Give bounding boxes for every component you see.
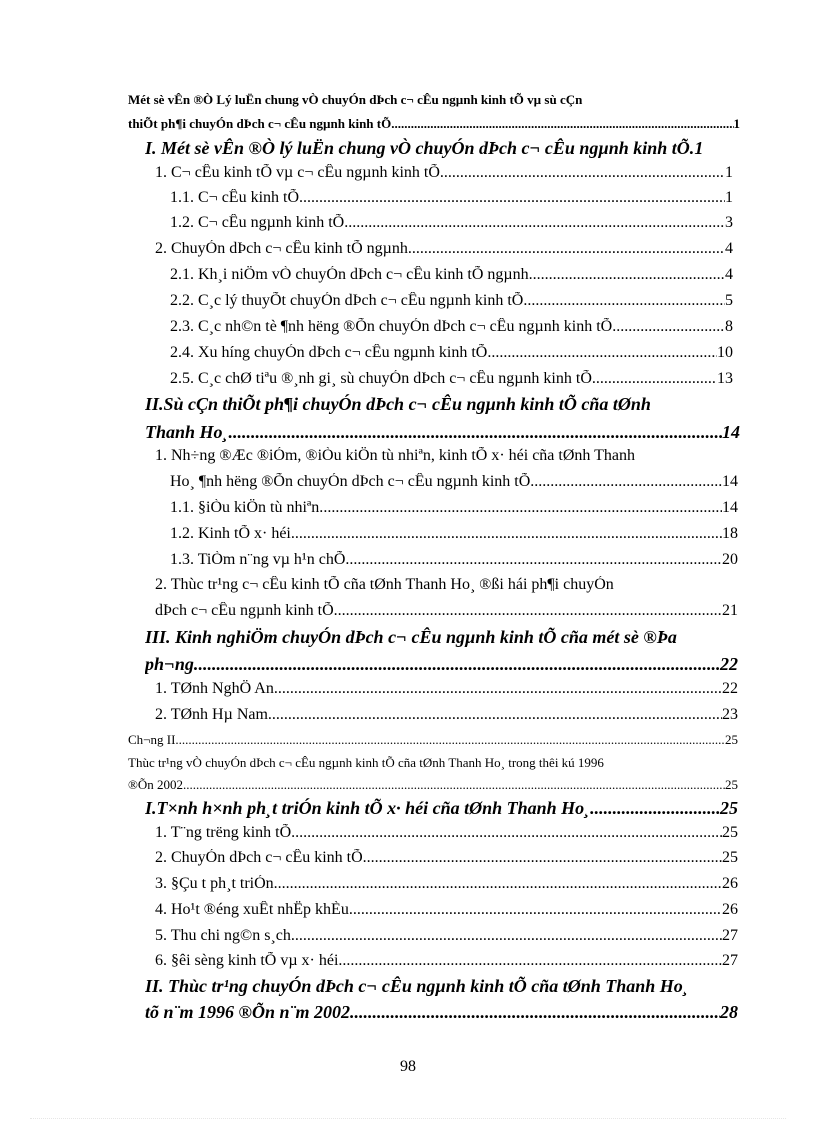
toc-entry-text: 2. ChuyÓn dÞch c¬ cÊu kinh tÕ.	[155, 849, 367, 866]
toc-entry[interactable]	[155, 952, 738, 970]
dot-leader	[527, 292, 725, 310]
dot-leader	[534, 473, 722, 491]
toc-entry-section[interactable]	[145, 654, 738, 675]
toc-entry-text: 1.3. TiÒm n¨ng vµ h¹n chÕ	[170, 551, 346, 568]
toc-entry[interactable]	[155, 164, 733, 182]
toc-entry-text: 1.1. §iÒu kiÖn tù nhiªn.	[170, 499, 324, 516]
toc-entry[interactable]	[170, 292, 733, 310]
toc-entry-text: dÞch c¬ cÊu ngµnh kinh tÕ.	[155, 602, 338, 619]
toc-entry[interactable]	[155, 927, 738, 945]
toc-entry-page: 4	[725, 266, 733, 283]
dot-leader	[179, 732, 725, 748]
toc-entry[interactable]	[155, 849, 738, 867]
toc-entry-text: 2.4. Xu híng chuyÓn dÞch c¬ cÊu ngµnh kinh tÕ	[170, 344, 488, 361]
toc-entry[interactable]	[155, 875, 738, 893]
dot-leader	[278, 680, 722, 698]
dot-leader	[367, 849, 722, 867]
toc-entry-text: tõ n¨m 1996 ®Õn n¨m 2002.	[145, 1002, 355, 1022]
toc-entry[interactable]	[170, 473, 738, 491]
toc-entry-section[interactable]	[145, 422, 740, 443]
toc-entry-page: 1	[725, 189, 733, 206]
toc-entry[interactable]	[155, 901, 738, 919]
dot-leader	[303, 189, 725, 207]
toc-entry-page: 18	[722, 525, 738, 542]
toc-entry-page: 3	[725, 214, 733, 231]
toc-entry-text: 1. Nh÷ng ®Æc ®iÓm, ®iÒu kiÖn tù nhiªn, kinh tÕ x· héi cña tØnh Thanh	[155, 447, 635, 464]
toc-entry-chapter-title[interactable]	[128, 755, 738, 771]
dot-leader	[291, 927, 722, 945]
toc-entry-text: 2. Thùc tr¹ng c¬ cÊu kinh tÕ cña tØnh Thanh Ho¸ ®ßi hái ph¶i chuyÓn	[155, 576, 614, 593]
dot-leader	[268, 706, 722, 724]
dot-leader	[391, 116, 733, 132]
toc-entry-page: 14	[722, 422, 740, 442]
toc-entry-text: I. Mét sè vÊn ®Ò lý luËn chung vÒ chuyÓn dÞch c¬ cÊu ngµnh kinh tÕ.	[145, 138, 695, 158]
toc-entry-page: 13	[717, 370, 733, 387]
toc-entry-page: 25	[725, 777, 738, 792]
dot-leader	[338, 602, 722, 620]
toc-entry-page: 25	[720, 798, 738, 818]
dot-leader	[183, 777, 725, 793]
dot-leader	[295, 824, 722, 842]
toc-entry[interactable]	[170, 525, 738, 543]
dot-leader	[354, 1002, 720, 1023]
toc-entry-text: thiÕt ph¶i chuyÓn dÞch c¬ cÊu ngµnh kinh tÕ	[128, 116, 392, 131]
toc-entry-text: ®Õn 2002	[128, 777, 184, 792]
toc-entry-text: 2.2. C¸c lý thuyÕt chuyÓn dÞch c¬ cÊu ngµnh kinh tÕ.	[170, 292, 528, 309]
page-divider	[30, 1118, 786, 1119]
toc-entry[interactable]	[170, 318, 733, 336]
page-number: 98	[400, 1058, 416, 1075]
toc-entry[interactable]	[128, 116, 740, 132]
dot-leader	[444, 164, 725, 182]
toc-entry[interactable]	[155, 706, 738, 724]
toc-entry[interactable]	[170, 214, 733, 232]
toc-entry-chapter-title[interactable]	[128, 92, 740, 108]
dot-leader	[353, 901, 722, 919]
toc-entry-text: 2.1. Kh¸i niÖm vÒ chuyÓn dÞch c¬ cÊu kinh tÕ ngµnh.	[170, 266, 533, 283]
toc-entry[interactable]	[170, 344, 733, 362]
toc-entry-page: 8	[725, 318, 733, 335]
toc-entry-page: 20	[722, 551, 738, 568]
dot-leader	[533, 266, 725, 284]
dot-leader	[323, 499, 722, 517]
toc-entry-text: 2.5. C¸c chØ tiªu ®¸nh gi¸ sù chuyÓn dÞch c¬ cÊu ngµnh kinh tÕ.	[170, 370, 596, 387]
dot-leader	[233, 422, 722, 443]
toc-entry-text: 2.3. C¸c nh©n tè ¶nh hëng ®Õn chuyÓn dÞch c¬ cÊu ngµnh kinh tÕ.	[170, 318, 617, 335]
toc-entry-page: 22	[720, 654, 738, 674]
dot-leader	[198, 654, 720, 675]
toc-entry-page: 25	[725, 732, 738, 747]
toc-entry-text: 1. T¨ng trëng kinh tÕ.	[155, 824, 296, 841]
toc-entry-text: 1.2. Kinh tÕ x· héi	[170, 525, 291, 542]
toc-entry-page: 1	[733, 116, 740, 131]
toc-entry-text: 4. Ho¹t ®éng xuÊt nhËp khÈu.	[155, 901, 353, 918]
toc-entry-page: 4	[725, 240, 733, 257]
toc-entry-page: 21	[722, 602, 738, 619]
toc-entry-text: Mét sè vÊn ®Ò Lý luËn chung vÒ chuyÓn dÞch c¬ cÊu ngµnh kinh tÕ vµ sù cÇn	[128, 92, 583, 107]
toc-entry[interactable]	[155, 447, 733, 465]
toc-entry-page: 14	[722, 473, 738, 490]
toc-entry-text: Ho¸ ¶nh hëng ®Õn chuyÓn dÞch c¬ cÊu ngµnh kinh tÕ.	[170, 473, 535, 490]
toc-entry[interactable]	[170, 370, 733, 388]
toc-entry[interactable]	[155, 824, 738, 842]
toc-entry[interactable]	[128, 777, 738, 793]
toc-entry-page: 27	[722, 927, 738, 944]
toc-entry-section[interactable]	[145, 976, 738, 997]
toc-entry-page: 1	[694, 138, 704, 158]
toc-entry-section[interactable]	[145, 394, 733, 415]
toc-entry-text: II. Thùc tr¹ng chuyÓn dÞch c¬ cÊu ngµnh kinh tÕ cña tØnh Thanh Ho¸	[145, 976, 689, 996]
dot-leader	[412, 240, 725, 258]
toc-entry-page: 25	[722, 849, 738, 866]
toc-entry[interactable]	[155, 602, 738, 620]
dot-leader	[590, 798, 720, 819]
toc-entry-text: 3. §Çu t ph¸t triÓn.	[155, 875, 278, 892]
toc-entry-text: Thùc tr¹ng vÒ chuyÓn dÞch c¬ cÊu ngµnh kinh tÕ cña tØnh Thanh Ho¸ trong thêi kú 1996	[128, 755, 604, 770]
toc-entry-chapter[interactable]	[128, 732, 738, 748]
toc-entry-page: 23	[722, 706, 738, 723]
toc-entry-page: 27	[722, 952, 738, 969]
toc-entry-text: 1.1. C¬ cÊu kinh tÕ.	[170, 189, 304, 206]
toc-entry-text: II.Sù cÇn thiÕt ph¶i chuyÓn dÞch c¬ cÊu ngµnh kinh tÕ cña tØnh	[145, 394, 651, 414]
toc-entry-text: Thanh Ho¸.	[145, 422, 234, 442]
toc-entry-text: ph¬ng.	[145, 654, 199, 674]
toc-entry-page: 25	[722, 824, 738, 841]
toc-entry-page: 1	[725, 164, 733, 181]
toc-entry-page: 22	[722, 680, 738, 697]
toc-entry-section[interactable]	[145, 1002, 738, 1023]
dot-leader	[487, 344, 717, 362]
toc-entry-text: 2. ChuyÓn dÞch c¬ cÊu kinh tÕ ngµnh.	[155, 240, 412, 257]
toc-entry-text: 1. C¬ cÊu kinh tÕ vµ c¬ cÊu ngµnh kinh tÕ.	[155, 164, 444, 181]
dot-leader	[338, 952, 722, 970]
toc-entry-page: 10	[717, 344, 733, 361]
toc-entry[interactable]	[170, 189, 733, 207]
toc-entry-page: 26	[722, 901, 738, 918]
dot-leader	[278, 875, 722, 893]
toc-entry-section[interactable]	[145, 138, 740, 159]
toc-entry-text: Ch¬ng II.	[128, 732, 179, 747]
toc-entry-text: 1. TØnh NghÖ An.	[155, 680, 278, 697]
toc-entry-text: 5. Thu chi ng©n s¸ch	[155, 927, 291, 944]
toc-entry-text: I.T×nh h×nh ph¸t triÓn kinh tÕ x· héi cña tØnh Thanh Ho¸	[145, 798, 591, 818]
toc-entry[interactable]	[170, 499, 738, 517]
toc-entry-text: III. Kinh nghiÖm chuyÓn dÞch c¬ cÊu ngµnh kinh tÕ cña mét sè ®Þa	[145, 627, 677, 647]
dot-leader	[344, 214, 725, 232]
dot-leader	[616, 318, 725, 336]
toc-entry-text: 2. TØnh Hµ Nam	[155, 706, 268, 723]
toc-entry[interactable]	[155, 576, 738, 594]
toc-entry-page: 5	[725, 292, 733, 309]
toc-entry-page: 28	[720, 1002, 738, 1022]
toc-entry-section[interactable]	[145, 798, 738, 819]
toc-entry-section[interactable]	[145, 627, 738, 648]
toc-entry-text: 1.2. C¬ cÊu ngµnh kinh tÕ	[170, 214, 345, 231]
toc-entry[interactable]	[170, 551, 738, 569]
toc-entry[interactable]	[155, 240, 733, 258]
dot-leader	[291, 525, 722, 543]
toc-entry-text: 6. §êi sèng kinh tÕ vµ x· héi	[155, 952, 339, 969]
toc-entry-page: 14	[722, 499, 738, 516]
dot-leader	[345, 551, 722, 569]
toc-entry-page: 26	[722, 875, 738, 892]
toc-entry[interactable]	[155, 680, 738, 698]
toc-entry[interactable]	[170, 266, 733, 284]
dot-leader	[596, 370, 717, 388]
